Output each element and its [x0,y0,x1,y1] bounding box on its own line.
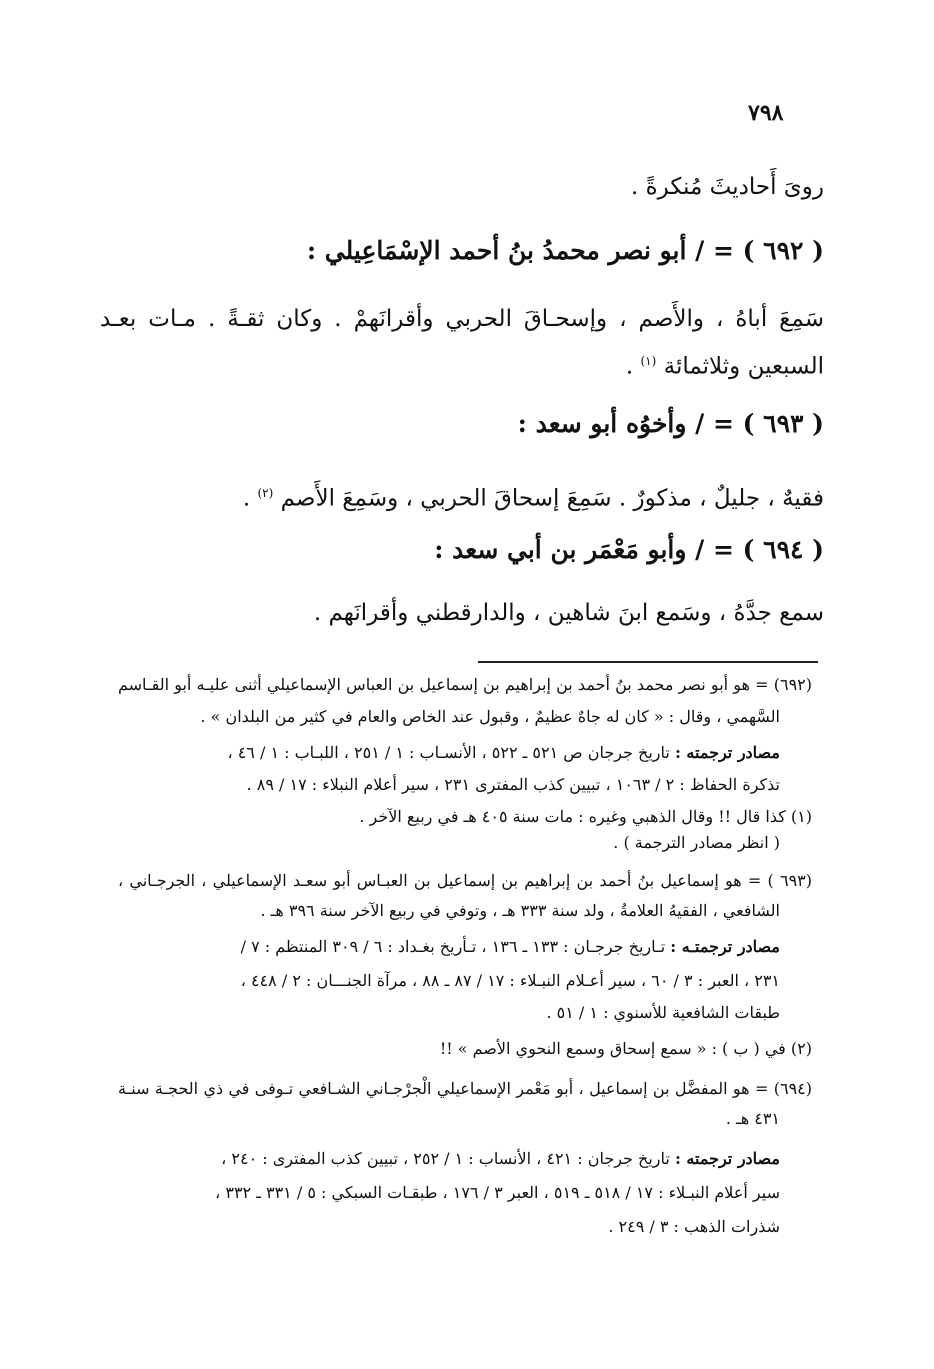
note-text: تـاريخ جرجـان : ١٣٣ ـ ١٣٦ ، تـأريخ بغـداد : ٦ / ٣٠٩ المنتظم : ٧ / [240,937,671,956]
footnote-2 [440,1036,812,1062]
text-span: . [625,353,634,380]
entry-heading-693 [518,406,824,442]
sources-label: مصادر ترجمته : [674,743,780,762]
note-text: ( انظر مصادر الترجمة ) . [613,833,780,852]
footnote-693-line-2 [260,898,780,924]
note-text: (١) كذا قال !! وقال الذهبي وغيره : مات سنة ٤٠٥ هـ في ربيع الآخر . [359,807,812,826]
text-line-riwayat [631,170,824,204]
footnote-693-line-1 [118,868,812,894]
footnote-692-line-1 [118,672,812,698]
sources-label: مصادر ترجمتـه : [670,937,780,956]
entry-heading-692 [307,233,824,269]
note-text: (٢) في ( ب ) : « سمع إسحاق وسمع النحوي الأصم » !! [439,1039,812,1058]
note-text: (٦٩٢) = هو أبو نصر محمد بنُ أحمد بن إبراهيم بن إسماعيل بن العباس الإسماعيلي أثنى عليـه أبو القـاسم [118,675,812,694]
note-text: الشافعي ، الفقيهُ العلامةُ ، ولد سنة ٣٣٣ هـ ، وتوفي في ربيع الآخر سنة ٣٩٦ هـ . [260,901,780,920]
note-text: شذرات الذهب : ٣ / ٢٤٩ . [608,1217,780,1236]
note-text: تذكرة الحفاظ : ٢ / ١٠٦٣ ، تبيين كذب المفترى ٢٣١ ، سير أعلام النبلاء : ١٧ / ٨٩ . [246,775,780,794]
footnote-694-line-2 [726,1106,780,1132]
entry-text-692-line-1 [100,302,824,336]
page-number: ٧٩٨ [748,100,784,126]
footnote-694-line-1 [118,1076,812,1102]
text-span: روىَ أَحاديثَ مُنكرةً . [630,174,824,200]
entry-text-692-line-2 [626,344,824,384]
heading-text: ( ٦٩٤ ) = / وأبو مَعْمَر بن أبي سعد : [434,535,824,564]
footnote-693-sources-line-2 [241,968,780,994]
note-text: تاريخ جرجان ص ٥٢١ ـ ٥٢٢ ، الأنسـاب : ١ / ٢٥١ ، اللبـاب : ١ / ٤٦ ، [227,743,675,762]
sources-label: مصادر ترجمته : [674,1149,780,1168]
entry-heading-694 [434,532,824,568]
entry-text-694 [314,596,824,630]
note-text: (٦٩٣ ) = هو إسماعيل بنُ أحمد بن إبراهيم بن إسماعيل بن العبـاس أبو سعـد الإسماعيلي ، الجرجـاني ، [118,871,812,890]
footnote-1 [359,804,812,830]
footnote-marker-1: (١) [640,354,657,368]
footnote-692-sources-line-1 [227,740,780,766]
entry-text-693 [243,476,824,516]
note-text: سير أعلام النبـلاء : ١٧ / ٥١٨ ـ ٥١٩ ، العبر ٣ / ١٧٦ ، طبقـات السبكي : ٥ / ٣٣١ ـ ٣٣٢ ، [215,1183,780,1202]
note-text: (٦٩٤) = هو المفضَّل بن إسماعيل ، أبو مَعْمر الإسماعيلي الْجرْجـاني الشـافعي تـوفى في ذي الحجـة سنـة [118,1079,812,1098]
footnote-1-line-2 [613,830,780,856]
text-span: فقيهٌ ، جليلٌ ، مذكورٌ . سَمِعَ إسحاقَ الحربي ، وسَمِعَ الأَصم [280,485,824,512]
footnote-divider [478,661,818,663]
text-span: سمع جدَّهُ ، وسَمع ابنَ شاهين ، والدارقطني وأقرانَهم . [313,600,824,626]
text-span: السبعين وثلاثمائة [663,353,824,380]
footnote-694-sources-line-3 [608,1214,780,1240]
note-text: طبقات الشافعية للأسنوي : ١ / ٥١ . [546,1003,780,1022]
footnote-692-sources-line-2 [247,772,780,798]
note-text: السَّهمي ، وقال : « كان له جاهٌ عظيمٌ ، وقبول عند الخاص والعام في كثير من البلدان » . [200,707,780,726]
note-text: تاريخ جرجان : ٤٢١ ، الأنساب : ١ / ٢٥٢ ، تبيين كذب المفترى : ٢٤٠ ، [221,1149,675,1168]
heading-text: ( ٦٩٢ ) = / أبو نصر محمدُ بنُ أحمد الإسْمَاعِيلي : [306,236,824,265]
footnote-693-sources-line-3 [546,1000,780,1026]
footnote-692-line-2 [200,704,780,730]
text-span: . [242,485,251,512]
footnote-693-sources-line-1 [241,934,780,960]
note-text: ٤٣١ هـ . [725,1109,780,1128]
footnote-694-sources-line-2 [215,1180,780,1206]
note-text: ٢٣١ ، العبر : ٣ / ٦٠ ، سير أعـلام النبـلاء : ١٧ / ٨٧ ـ ٨٨ ، مرآة الجنـــان : ٢ / ٤٤٨ ، [240,971,780,990]
footnote-marker-2: (٢) [257,486,274,500]
text-span: سَمِعَ أباهُ ، والأَصم ، وإسحـاقَ الحربي وأقرانَهمْ . وكان ثقـةً . مـات بعـد [100,306,824,332]
footnote-694-sources-line-1 [221,1146,780,1172]
heading-text: ( ٦٩٣ ) = / وأخوُه أبو سعد : [517,409,824,438]
